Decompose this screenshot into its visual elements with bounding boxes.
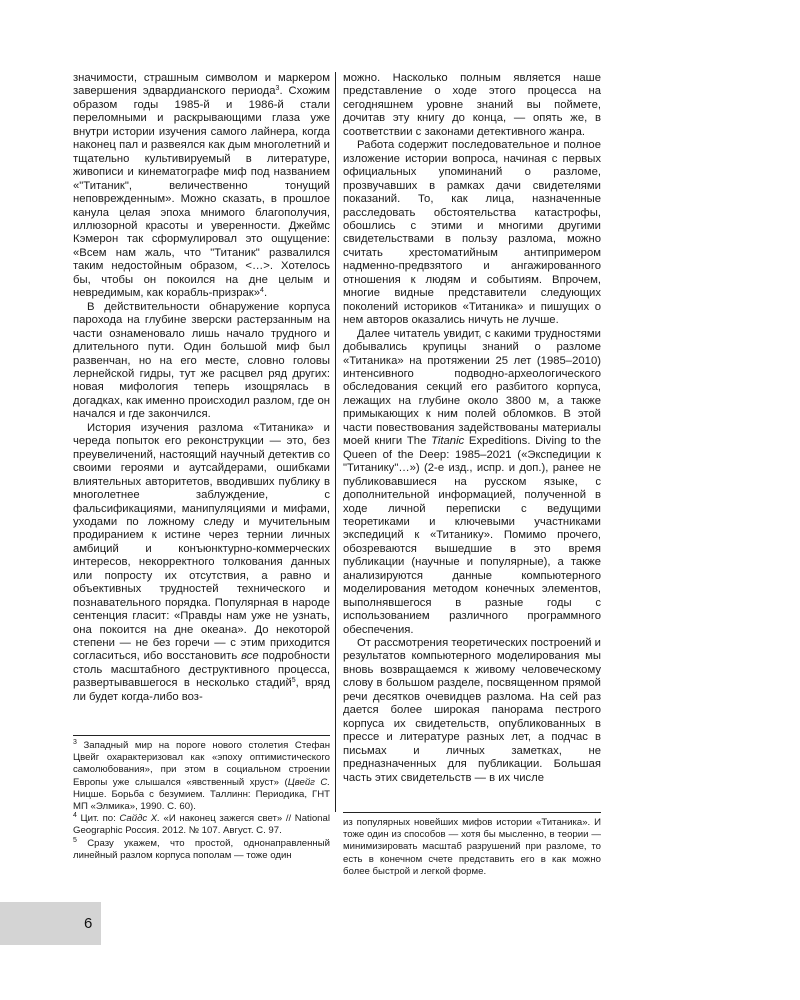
footnote-rule: [73, 735, 330, 736]
right-column: [343, 72, 601, 785]
paragraph: От рассмотрения теоретических построений и результатов компьютерного моделирования мы вновь возвращаемся к живому человеческому слову в большом разделе, посвященном прямой речи десятков очевидцев разлома. На сей раз дается более широкая панорама пестрого корпуса их свидетельств, опубликованных в прессе и литературе разных лет, а подчас в письмах и личных заметках, не предназначенных для публикации. Большая часть этих свидетельств — в их числе: [343, 637, 601, 784]
footnote: $^5$ Сразу укажем, что простой, однонаправленный линейный разлом корпуса пополам — тоже один: [73, 836, 330, 861]
paragraph: Далее читатель увидит, с какими трудностями добывались крупицы знаний о разломе «Титаника» на протяжении 25 лет (1985–2010) интенсивного подводно-археологического обследования секций его разбитого корпуса, лежащих на глубине около 3800 м, а также примыкающих к ним полей обломков. В этой части повествования задействованы материалы моей книги The Titanic Expeditions. Diving to the Queen of the Deep: 1985–2021 («Экспедиции к "Титанику"…») (2-е изд., испр. и доп.), ранее не публиковавшиеся на русском языке, с дополнительной информацией, полученной в ходе личной переписки с ведущими теоретиками и ключевыми участниками экспедиций к «Титанику». Помимо прочего, обозреваются вышедшие в это время публикации (научные и популярные), а также анализируются данные компьютерного моделирования методом конечных элементов, выполнявшегося в разные годы с использованием различного программного обеспечения.: [343, 327, 601, 636]
left-column: [73, 72, 330, 704]
footnotes-right: [343, 817, 601, 878]
page-number: 6: [84, 915, 93, 932]
footnote-continuation: из популярных новейших мифов истории «Титаника». И тоже один из способов — хотя бы мысленно, в теории — минимизировать масштаб разрушений при разломе, то есть в конечном счете представить его в как можно более быстрой и легкой форме.: [343, 817, 601, 877]
paragraph: Работа содержит последовательное и полное изложение истории вопроса, начиная с первых официальных упоминаний о разломе, прозвучавших в рамках дачи свидетелями показаний. То, как лица, назначенные расследовать обстоятельства катастрофы, обошлись с этими и многими другими свидетельствами в пользу разлома, можно считать хрестоматийным антипримером надменно-предвзятого и ангажированного отношения к людям и событиям. Впрочем, многие видные представители следующих поколений историков «Титаника» и пишущих о нем авторов оказались ничуть не лучше.: [343, 139, 601, 327]
column-divider: [335, 72, 336, 812]
paragraph: В действительности обнаружение корпуса парохода на глубине зверски растерзанным на части ознаменовало лишь начало трудного и длительного пути. Один большой миф был развенчан, но на его месте, словно головы лернейской гидры, тут же расцвел ряд других: новая мифология теперь изощрялась в догадках, как именно происходил разлом, где он начался и где закончился.: [73, 300, 330, 421]
paragraph: можно. Насколько полным является наше представление о ходе этого процесса на сегодняшнем уровне знаний вы поймете, дочитав эту книгу до конца, — опять же, в соответствии с законами детективного жанра.: [343, 72, 601, 138]
paragraph: значимости, страшным символом и маркером завершения эдвардианского периода$^3$. Схожим образом годы 1985-й и 1986-й стали переломными и раскрывающими глаза уже внутри истории изучения самого лайнера, когда наконец пал и развеялся как дым многолетний и тщательно культивируемый в литературе, живописи и кинематографе миф под названием «"Титаник", величественно тонущий неповрежденным». Можно сказать, в прошлое канула целая эпоха мнимого благополучия, иллюзорной красоты и уверенности. Джеймс Кэмерон так сформулировал это ощущение: «Всем нам жаль, что "Титаник" развалился таким недостойным образом, <…>. Хотелось бы, чтобы он покоился на дне целым и невредимым, как корабль-призрак»$^4$.: [73, 72, 330, 300]
footnote-rule: [343, 812, 601, 813]
footnotes-left: [73, 740, 330, 862]
paragraph: История изучения разлома «Титаника» и череда попыток его реконструкции — это, без преувеличений, настоящий научный детектив со своими героями и аутсайдерами, ошибками влиятельных авторитетов, вводивших публику в многолетнее заблуждение, с фальсификациями, манипуляциями и мифами, уходами по ложному следу и мучительным продиранием к истине через тернии личных амбиций и конъюнктурно-коммерческих интересов, некорректного толкования данных или попросту их отсутствия, а равно и объективных трудностей технического и познавательного порядка. Популярная в народе сентенция гласит: «Правды нам уже не узнать, она покоится на дне океана». До некоторой степени — не без горечи — с этим приходится согласиться, ибо восстановить все подробности столь масштабного деструктивного процесса, развертывавшегося в несколько стадий$^5$, вряд ли будет когда-либо воз-: [73, 421, 330, 703]
footnote: $^3$ Западный мир на пороге нового столетия Стефан Цвейг охарактеризовал как «эпоху оптимистического самолюбования», при этом в социальном строении Европы уже слышался «явственный хруст» (Цвейг С. Ницше. Борьба с безумием. Таллинн: Периодика, ГНТ МП «Элмика», 1990. С. 60).: [73, 739, 330, 813]
footnote: $^4$ Цит. по: Сайдс Х. «И наконец зажегся свет» // National Geographic Россия. 2012. № 107. Август. С. 97.: [73, 812, 330, 837]
